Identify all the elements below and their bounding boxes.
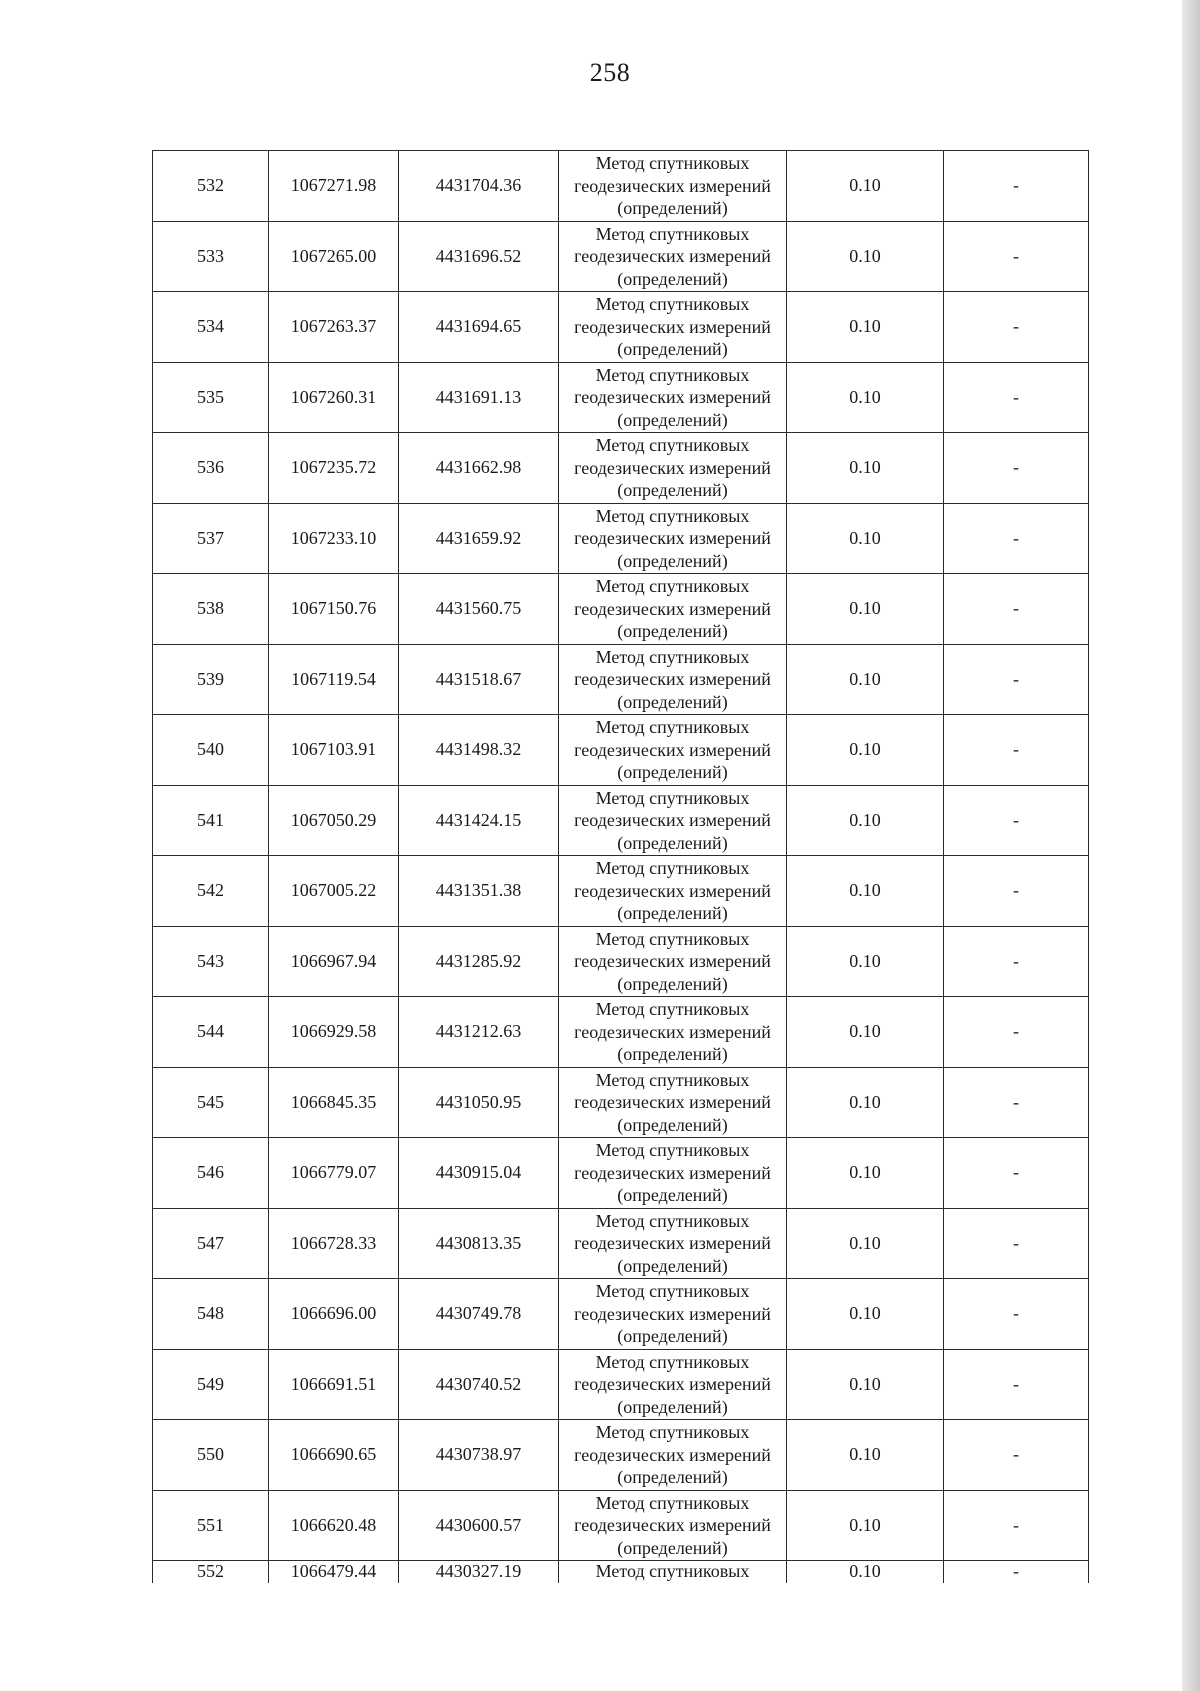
method-line: геодезических измерений — [574, 880, 771, 901]
method-cell — [559, 1279, 787, 1350]
point-number-cell: 542 — [153, 856, 269, 927]
note-cell: - — [944, 1349, 1089, 1420]
method-line: геодезических измерений — [574, 528, 771, 548]
accuracy-cell: 0.10 — [787, 1349, 944, 1420]
point-number-cell: 549 — [153, 1349, 269, 1420]
y-coordinate-cell: 4431696.52 — [399, 221, 559, 292]
y-coordinate-cell: 4430600.57 — [399, 1490, 559, 1561]
coordinates-table-container — [152, 150, 1088, 1583]
method-line: Метод спутниковых — [595, 1561, 750, 1581]
method-line: геодезических измерений — [574, 246, 771, 266]
x-coordinate-cell: 1066620.48 — [269, 1490, 399, 1561]
coordinates-table-body — [153, 151, 1089, 1584]
method-line: (определений) — [617, 1255, 728, 1276]
method-cell — [559, 997, 787, 1068]
table-row — [153, 503, 1089, 574]
point-number-cell: 547 — [153, 1208, 269, 1279]
point-number-cell: 541 — [153, 785, 269, 856]
method-line: (определений) — [617, 1114, 728, 1135]
method-cell — [559, 1561, 787, 1584]
method-line: геодезических измерений — [574, 1444, 771, 1465]
scan-edge-shadow — [1182, 0, 1200, 1691]
x-coordinate-cell: 1066967.94 — [269, 926, 399, 997]
method-line: (определений) — [617, 480, 728, 500]
x-coordinate-cell: 1067005.22 — [269, 856, 399, 927]
accuracy-cell: 0.10 — [787, 715, 944, 786]
accuracy-cell: 0.10 — [787, 151, 944, 222]
method-line: Метод спутниковых — [595, 364, 750, 385]
x-coordinate-cell: 1066696.00 — [269, 1279, 399, 1350]
method-line: Метод спутниковых — [595, 1210, 750, 1231]
y-coordinate-cell: 4431212.63 — [399, 997, 559, 1068]
method-cell — [559, 151, 787, 222]
method-line: (определений) — [617, 339, 728, 359]
table-row — [153, 1279, 1089, 1350]
method-line: Метод спутниковых — [595, 505, 750, 526]
note-cell: - — [944, 221, 1089, 292]
point-number-cell: 534 — [153, 292, 269, 363]
method-line: (определений) — [617, 973, 728, 994]
method-line: (определений) — [617, 1185, 728, 1205]
table-row — [153, 1138, 1089, 1209]
note-cell: - — [944, 1279, 1089, 1350]
method-line: Метод спутниковых — [595, 153, 750, 173]
method-line: геодезических измерений — [574, 669, 771, 689]
point-number-cell: 551 — [153, 1490, 269, 1561]
method-cell — [559, 292, 787, 363]
method-line: геодезических измерений — [574, 1162, 771, 1183]
point-number-cell: 535 — [153, 362, 269, 433]
x-coordinate-cell: 1067265.00 — [269, 221, 399, 292]
method-cell — [559, 433, 787, 504]
note-cell: - — [944, 856, 1089, 927]
method-line: Метод спутниковых — [595, 1140, 750, 1160]
method-line: (определений) — [617, 903, 728, 923]
y-coordinate-cell: 4431050.95 — [399, 1067, 559, 1138]
accuracy-cell: 0.10 — [787, 1490, 944, 1561]
note-cell: - — [944, 1420, 1089, 1491]
method-line: (определений) — [617, 762, 728, 782]
note-cell: - — [944, 1138, 1089, 1209]
method-line: Метод спутниковых — [595, 1492, 750, 1513]
method-line: (определений) — [617, 1537, 728, 1558]
method-line: геодезических измерений — [574, 951, 771, 971]
method-line: Метод спутниковых — [595, 1351, 750, 1372]
coordinates-table — [152, 150, 1089, 1583]
y-coordinate-cell: 4430749.78 — [399, 1279, 559, 1350]
method-line: геодезических измерений — [574, 598, 771, 619]
accuracy-cell: 0.10 — [787, 856, 944, 927]
accuracy-cell: 0.10 — [787, 1561, 944, 1584]
accuracy-cell: 0.10 — [787, 292, 944, 363]
method-line: (определений) — [617, 832, 728, 853]
y-coordinate-cell: 4431694.65 — [399, 292, 559, 363]
accuracy-cell: 0.10 — [787, 785, 944, 856]
method-cell — [559, 856, 787, 927]
y-coordinate-cell: 4431285.92 — [399, 926, 559, 997]
x-coordinate-cell: 1067263.37 — [269, 292, 399, 363]
y-coordinate-cell: 4431691.13 — [399, 362, 559, 433]
x-coordinate-cell: 1067271.98 — [269, 151, 399, 222]
method-cell — [559, 221, 787, 292]
y-coordinate-cell: 4431351.38 — [399, 856, 559, 927]
method-line: Метод спутниковых — [595, 999, 750, 1019]
accuracy-cell: 0.10 — [787, 926, 944, 997]
point-number-cell: 537 — [153, 503, 269, 574]
note-cell: - — [944, 574, 1089, 645]
method-line: геодезических измерений — [574, 316, 771, 337]
x-coordinate-cell: 1067233.10 — [269, 503, 399, 574]
note-cell: - — [944, 151, 1089, 222]
point-number-cell: 536 — [153, 433, 269, 504]
method-cell — [559, 574, 787, 645]
method-line: Метод спутниковых — [595, 294, 750, 314]
method-line: Метод спутниковых — [595, 928, 750, 949]
note-cell: - — [944, 433, 1089, 504]
method-line: геодезических измерений — [574, 1303, 771, 1324]
method-line: геодезических измерений — [574, 1092, 771, 1112]
x-coordinate-cell: 1066728.33 — [269, 1208, 399, 1279]
method-cell — [559, 644, 787, 715]
method-cell — [559, 1420, 787, 1491]
x-coordinate-cell: 1067103.91 — [269, 715, 399, 786]
x-coordinate-cell: 1067050.29 — [269, 785, 399, 856]
method-line: геодезических измерений — [574, 1374, 771, 1394]
point-number-cell: 539 — [153, 644, 269, 715]
method-cell — [559, 362, 787, 433]
y-coordinate-cell: 4431662.98 — [399, 433, 559, 504]
accuracy-cell: 0.10 — [787, 433, 944, 504]
y-coordinate-cell: 4431498.32 — [399, 715, 559, 786]
method-line: Метод спутниковых — [595, 787, 750, 808]
x-coordinate-cell: 1066779.07 — [269, 1138, 399, 1209]
method-line: (определений) — [617, 409, 728, 430]
accuracy-cell: 0.10 — [787, 574, 944, 645]
method-cell — [559, 1138, 787, 1209]
accuracy-cell: 0.10 — [787, 644, 944, 715]
note-cell: - — [944, 503, 1089, 574]
table-row — [153, 362, 1089, 433]
method-line: Метод спутниковых — [595, 1069, 750, 1090]
method-line: (определений) — [617, 268, 728, 289]
method-cell — [559, 503, 787, 574]
x-coordinate-cell: 1066845.35 — [269, 1067, 399, 1138]
point-number-cell: 543 — [153, 926, 269, 997]
y-coordinate-cell: 4431424.15 — [399, 785, 559, 856]
accuracy-cell: 0.10 — [787, 1208, 944, 1279]
method-line: геодезических измерений — [574, 457, 771, 478]
x-coordinate-cell: 1066691.51 — [269, 1349, 399, 1420]
point-number-cell: 538 — [153, 574, 269, 645]
x-coordinate-cell: 1066929.58 — [269, 997, 399, 1068]
method-line: геодезических измерений — [574, 387, 771, 407]
method-line: (определений) — [617, 1044, 728, 1064]
note-cell: - — [944, 785, 1089, 856]
method-line: Метод спутниковых — [595, 646, 750, 667]
accuracy-cell: 0.10 — [787, 1138, 944, 1209]
method-line: Метод спутниковых — [595, 223, 750, 244]
point-number-cell: 540 — [153, 715, 269, 786]
table-row — [153, 221, 1089, 292]
method-line: Метод спутниковых — [595, 858, 750, 878]
method-line: Метод спутниковых — [595, 1281, 750, 1301]
method-line: (определений) — [617, 198, 728, 218]
accuracy-cell: 0.10 — [787, 503, 944, 574]
table-row — [153, 715, 1089, 786]
method-line: геодезических измерений — [574, 1233, 771, 1253]
method-cell — [559, 1349, 787, 1420]
point-number-cell: 548 — [153, 1279, 269, 1350]
x-coordinate-cell: 1066479.44 — [269, 1561, 399, 1584]
method-line: Метод спутниковых — [595, 576, 750, 596]
point-number-cell: 546 — [153, 1138, 269, 1209]
method-cell — [559, 1067, 787, 1138]
x-coordinate-cell: 1067150.76 — [269, 574, 399, 645]
note-cell: - — [944, 1208, 1089, 1279]
note-cell: - — [944, 362, 1089, 433]
table-row — [153, 997, 1089, 1068]
point-number-cell: 550 — [153, 1420, 269, 1491]
table-row — [153, 1490, 1089, 1561]
table-row — [153, 1208, 1089, 1279]
note-cell: - — [944, 926, 1089, 997]
method-line: Метод спутниковых — [595, 435, 750, 455]
method-line: (определений) — [617, 691, 728, 712]
table-row — [153, 1067, 1089, 1138]
table-row — [153, 1349, 1089, 1420]
x-coordinate-cell: 1067235.72 — [269, 433, 399, 504]
table-row — [153, 151, 1089, 222]
y-coordinate-cell: 4431704.36 — [399, 151, 559, 222]
accuracy-cell: 0.10 — [787, 362, 944, 433]
accuracy-cell: 0.10 — [787, 221, 944, 292]
table-row — [153, 785, 1089, 856]
method-cell — [559, 926, 787, 997]
note-cell: - — [944, 715, 1089, 786]
note-cell: - — [944, 997, 1089, 1068]
method-line: (определений) — [617, 621, 728, 641]
method-line: (определений) — [617, 550, 728, 571]
method-line: Метод спутниковых — [595, 717, 750, 737]
table-row — [153, 1420, 1089, 1491]
method-line: (определений) — [617, 1326, 728, 1346]
y-coordinate-cell: 4431560.75 — [399, 574, 559, 645]
point-number-cell: 533 — [153, 221, 269, 292]
method-line: (определений) — [617, 1396, 728, 1417]
accuracy-cell: 0.10 — [787, 997, 944, 1068]
point-number-cell: 552 — [153, 1561, 269, 1584]
x-coordinate-cell: 1066690.65 — [269, 1420, 399, 1491]
note-cell: - — [944, 1067, 1089, 1138]
method-cell — [559, 1208, 787, 1279]
method-cell — [559, 785, 787, 856]
page-number: 258 — [589, 58, 631, 87]
y-coordinate-cell: 4431518.67 — [399, 644, 559, 715]
table-row — [153, 292, 1089, 363]
method-line: геодезических измерений — [574, 1021, 771, 1042]
note-cell: - — [944, 292, 1089, 363]
method-line: геодезических измерений — [574, 739, 771, 760]
point-number-cell: 545 — [153, 1067, 269, 1138]
table-row — [153, 574, 1089, 645]
point-number-cell: 532 — [153, 151, 269, 222]
method-line: геодезических измерений — [574, 1515, 771, 1535]
table-row — [153, 644, 1089, 715]
method-line: геодезических измерений — [574, 810, 771, 830]
method-line: (определений) — [617, 1467, 728, 1487]
accuracy-cell: 0.10 — [787, 1067, 944, 1138]
table-row — [153, 856, 1089, 927]
accuracy-cell: 0.10 — [787, 1420, 944, 1491]
note-cell: - — [944, 1561, 1089, 1584]
method-cell — [559, 715, 787, 786]
y-coordinate-cell: 4430327.19 — [399, 1561, 559, 1584]
table-row — [153, 1561, 1089, 1584]
method-line: геодезических измерений — [574, 175, 771, 196]
note-cell: - — [944, 644, 1089, 715]
note-cell: - — [944, 1490, 1089, 1561]
y-coordinate-cell: 4430740.52 — [399, 1349, 559, 1420]
y-coordinate-cell: 4430915.04 — [399, 1138, 559, 1209]
table-row — [153, 433, 1089, 504]
y-coordinate-cell: 4431659.92 — [399, 503, 559, 574]
point-number-cell: 544 — [153, 997, 269, 1068]
accuracy-cell: 0.10 — [787, 1279, 944, 1350]
table-row — [153, 926, 1089, 997]
x-coordinate-cell: 1067260.31 — [269, 362, 399, 433]
y-coordinate-cell: 4430813.35 — [399, 1208, 559, 1279]
method-line: Метод спутниковых — [595, 1422, 750, 1442]
method-cell — [559, 1490, 787, 1561]
x-coordinate-cell: 1067119.54 — [269, 644, 399, 715]
y-coordinate-cell: 4430738.97 — [399, 1420, 559, 1491]
